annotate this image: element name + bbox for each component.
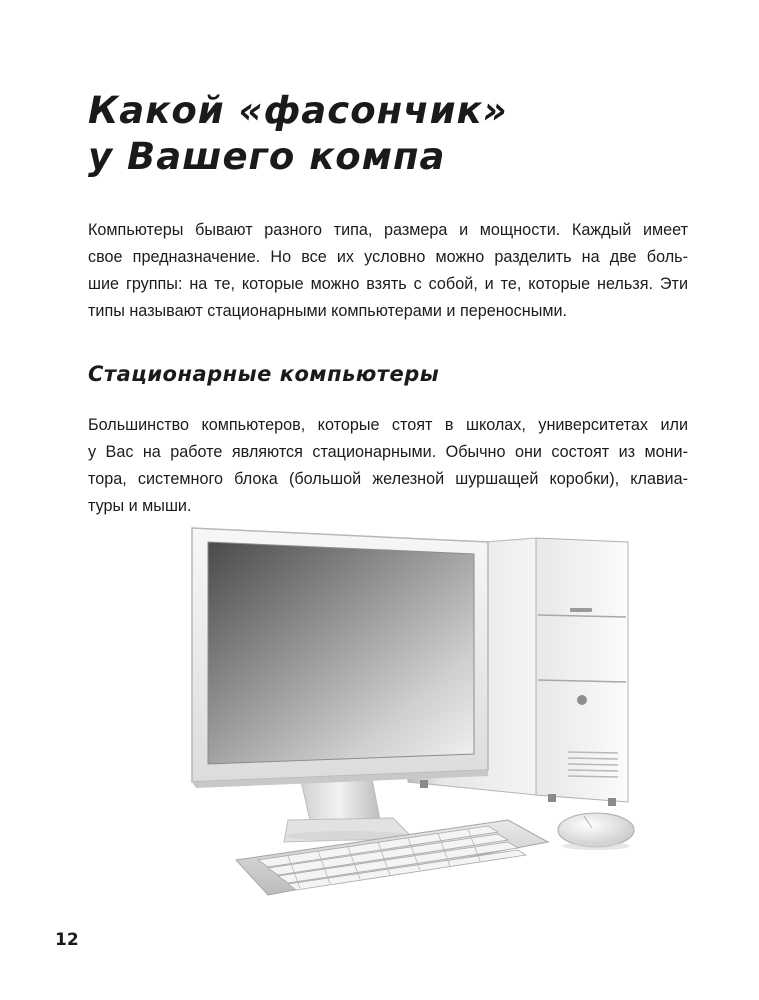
stationary-line-2: у Вас на работе являются стационарными. Обычно они состоят из мони- [88, 443, 688, 461]
stationary-line-1: Большинство компьютеров, которые стоят в школах, университетах или [88, 416, 688, 434]
intro-line-2: свое предназначение. Но все их условно можно разделить на две боль- [88, 248, 688, 266]
section-heading: Стационарные компьютеры [88, 362, 440, 386]
stationary-paragraph [88, 412, 688, 520]
intro-paragraph [88, 217, 688, 325]
stationary-line-3: тора, системного блока (большой железной шуршащей коробки), клавиа- [88, 470, 688, 488]
intro-line-1: Компьютеры бывают разного типа, размера и мощности. Каждый имеет [88, 221, 688, 239]
page-number: 12 [55, 930, 79, 950]
page-title [88, 88, 708, 180]
page-title-line-2: у Вашего компа [88, 135, 446, 178]
desktop-computer-icon [188, 520, 648, 900]
mouse [558, 813, 634, 850]
intro-line-4: типы называют стационарными компьютерами и переносными. [88, 302, 568, 320]
intro-line-3: шие группы: на те, которые можно взять с собой, и те, которые нельзя. Эти [88, 275, 688, 293]
desktop-computer-illustration [188, 520, 648, 900]
page-title-line-1: Какой «фасончик» [88, 89, 508, 132]
monitor [192, 528, 488, 788]
stationary-line-4: туры и мыши. [88, 497, 192, 515]
